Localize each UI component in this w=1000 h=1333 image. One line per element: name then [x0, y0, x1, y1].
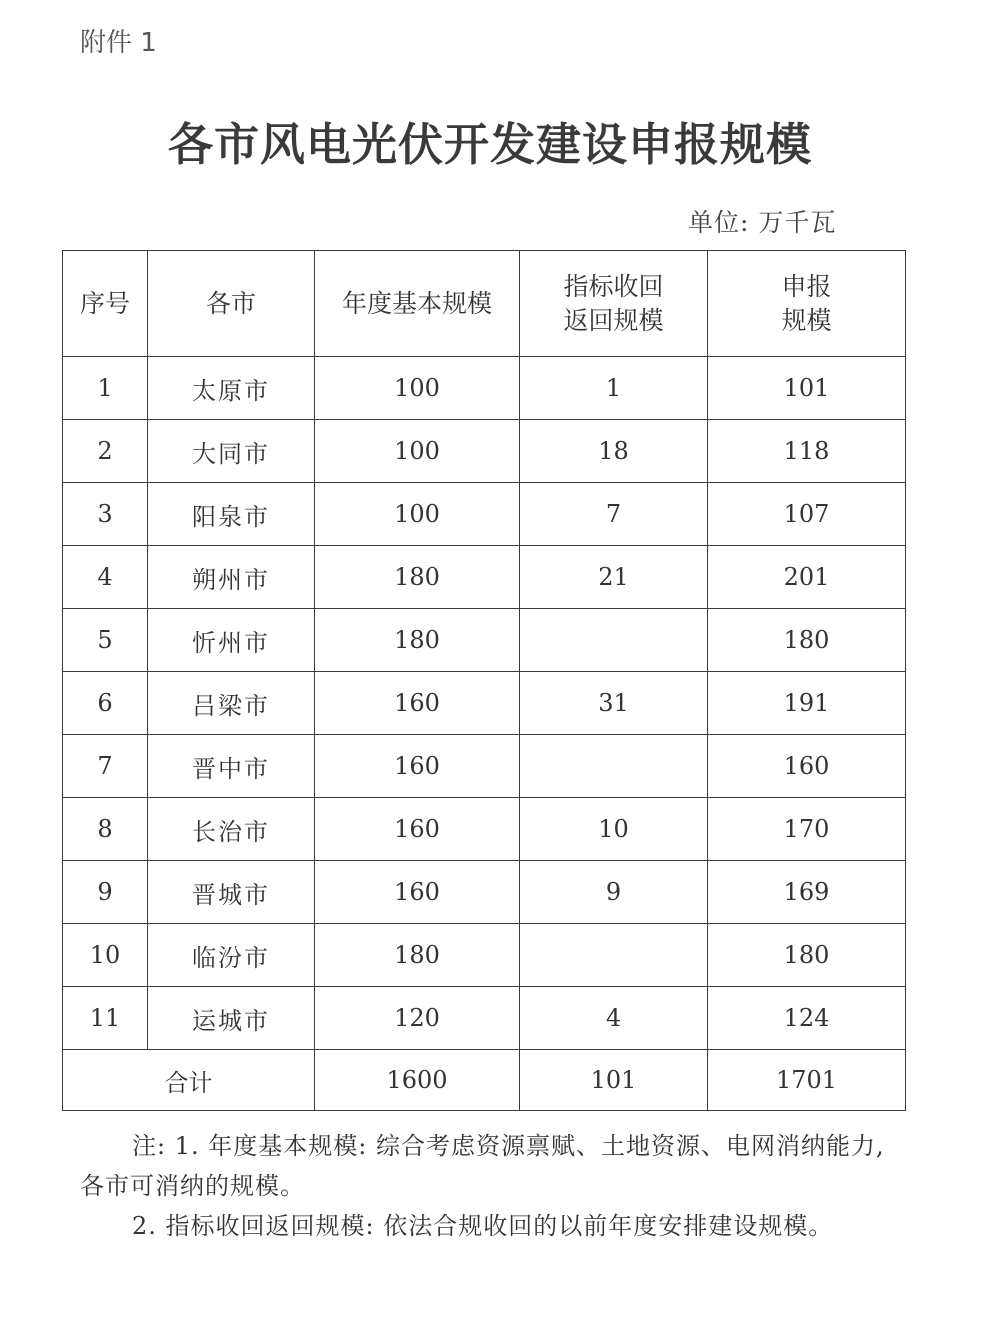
total-label: 合计	[63, 1050, 315, 1111]
cell-city: 阳泉市	[148, 483, 315, 546]
cell-index: 3	[63, 483, 148, 546]
cell-city: 运城市	[148, 987, 315, 1050]
cell-returned: 10	[520, 798, 708, 861]
table-row	[63, 987, 906, 1050]
cell-declared: 169	[708, 861, 906, 924]
cell-index: 11	[63, 987, 148, 1050]
header-row	[63, 251, 906, 357]
table-row	[63, 798, 906, 861]
cell-returned	[520, 924, 708, 987]
cell-base: 100	[315, 483, 520, 546]
cell-returned: 9	[520, 861, 708, 924]
header-base: 年度基本规模	[315, 251, 520, 357]
header-city: 各市	[148, 251, 315, 357]
cell-base: 160	[315, 672, 520, 735]
header-index: 序号	[63, 251, 148, 357]
cell-base: 100	[315, 420, 520, 483]
note-1: 注: 1. 年度基本规模: 综合考虑资源禀赋、土地资源、电网消纳能力, 各市可消纳的规模。	[80, 1132, 885, 1200]
cell-index: 9	[63, 861, 148, 924]
cell-base: 180	[315, 546, 520, 609]
cell-declared: 160	[708, 735, 906, 798]
cell-base: 180	[315, 609, 520, 672]
cell-declared: 124	[708, 987, 906, 1050]
cell-returned	[520, 609, 708, 672]
header-returned	[520, 251, 708, 357]
cell-index: 10	[63, 924, 148, 987]
cell-returned: 4	[520, 987, 708, 1050]
cell-index: 2	[63, 420, 148, 483]
cell-returned	[520, 735, 708, 798]
table-row	[63, 609, 906, 672]
cell-returned: 1	[520, 357, 708, 420]
cell-declared: 180	[708, 609, 906, 672]
cell-returned: 21	[520, 546, 708, 609]
table-row	[63, 546, 906, 609]
table-row	[63, 483, 906, 546]
cell-index: 8	[63, 798, 148, 861]
cell-declared: 201	[708, 546, 906, 609]
cell-index: 7	[63, 735, 148, 798]
cell-declared: 118	[708, 420, 906, 483]
table-row	[63, 420, 906, 483]
table-row	[63, 735, 906, 798]
unit-label: 单位: 万千瓦	[688, 208, 837, 237]
cell-base: 100	[315, 357, 520, 420]
cell-base: 160	[315, 735, 520, 798]
notes	[80, 1126, 910, 1246]
total-returned: 101	[520, 1050, 708, 1111]
cell-declared: 170	[708, 798, 906, 861]
cell-base: 120	[315, 987, 520, 1050]
table-row	[63, 861, 906, 924]
total-row	[63, 1050, 906, 1111]
cell-city: 临汾市	[148, 924, 315, 987]
cell-city: 忻州市	[148, 609, 315, 672]
cell-city: 晋城市	[148, 861, 315, 924]
header-declared-line2: 规模	[781, 305, 832, 335]
header-declared	[708, 251, 906, 357]
total-declared: 1701	[708, 1050, 906, 1111]
cell-city: 大同市	[148, 420, 315, 483]
cell-city: 晋中市	[148, 735, 315, 798]
table-row	[63, 357, 906, 420]
cell-index: 4	[63, 546, 148, 609]
cell-base: 160	[315, 861, 520, 924]
cell-index: 5	[63, 609, 148, 672]
total-base: 1600	[315, 1050, 520, 1111]
cell-declared: 101	[708, 357, 906, 420]
cell-base: 160	[315, 798, 520, 861]
cell-index: 6	[63, 672, 148, 735]
cell-index: 1	[63, 357, 148, 420]
table-row	[63, 924, 906, 987]
header-returned-line2: 返回规模	[563, 305, 664, 335]
cell-city: 吕梁市	[148, 672, 315, 735]
cell-city: 长治市	[148, 798, 315, 861]
note-2: 2. 指标收回返回规模: 依法合规收回的以前年度安排建设规模。	[132, 1212, 834, 1240]
cell-declared: 191	[708, 672, 906, 735]
scale-table	[62, 250, 906, 1111]
cell-returned: 18	[520, 420, 708, 483]
cell-city: 朔州市	[148, 546, 315, 609]
cell-declared: 180	[708, 924, 906, 987]
attachment-label: 附件 1	[80, 28, 157, 58]
table-row	[63, 672, 906, 735]
header-returned-line1: 指标收回	[563, 271, 664, 301]
header-declared-line1: 申报	[781, 271, 832, 301]
cell-returned: 31	[520, 672, 708, 735]
cell-base: 180	[315, 924, 520, 987]
cell-returned: 7	[520, 483, 708, 546]
page-title: 各市风电光伏开发建设申报规模	[167, 118, 812, 171]
cell-city: 太原市	[148, 357, 315, 420]
cell-declared: 107	[708, 483, 906, 546]
